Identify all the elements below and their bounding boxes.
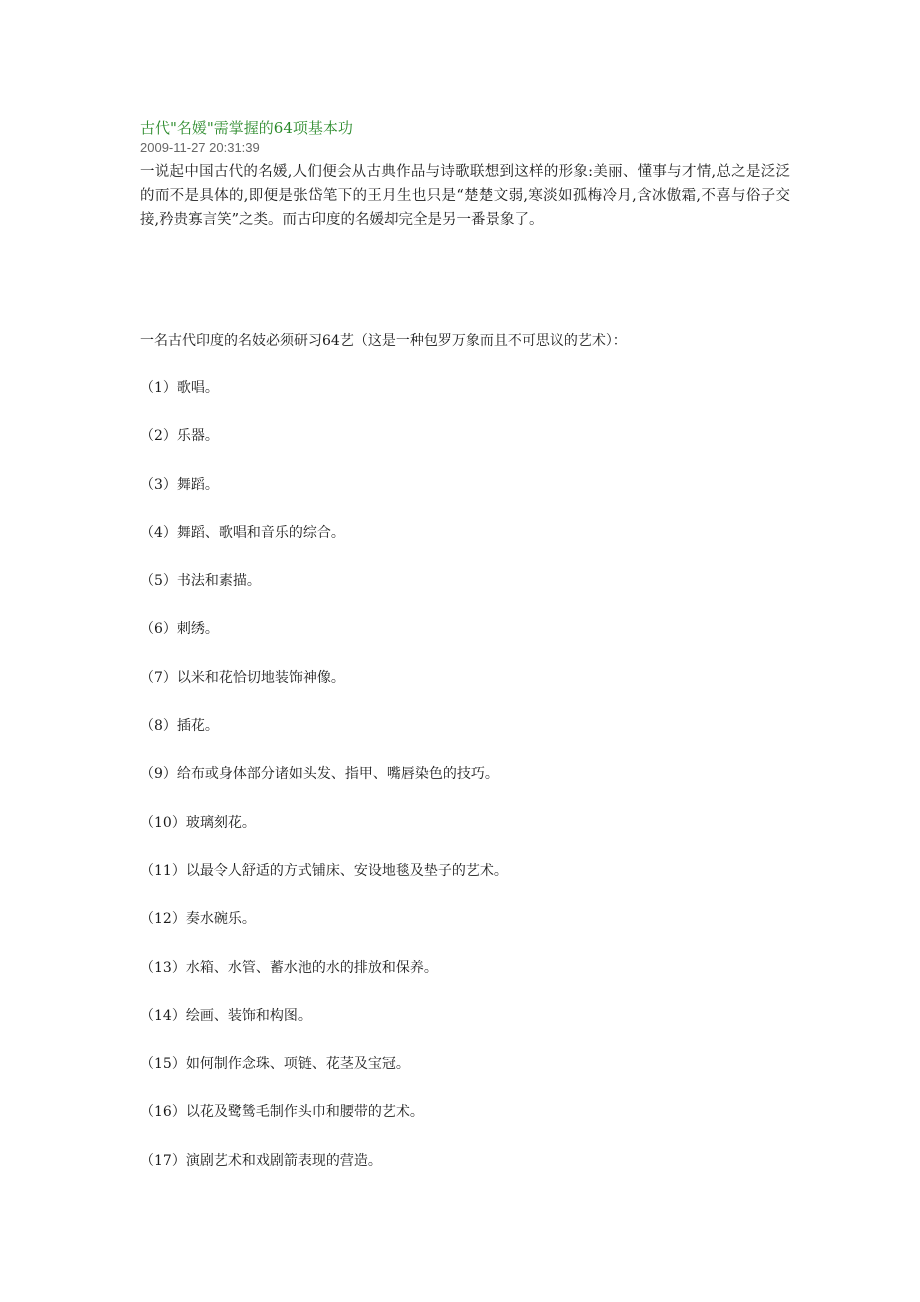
list-item: （4）舞蹈、歌唱和音乐的综合。 xyxy=(140,524,345,541)
list-item: （13）水箱、水管、蓄水池的水的排放和保养。 xyxy=(140,959,438,976)
list-item: （8）插花。 xyxy=(140,718,219,735)
list-item: （16）以花及鹭鸶毛制作头巾和腰带的艺术。 xyxy=(140,1104,424,1121)
list-item: （11）以最令人舒适的方式铺床、安设地毯及垫子的艺术。 xyxy=(140,862,508,879)
intro-paragraph: 一说起中国古代的名媛,人们便会从古典作品与诗歌联想到这样的形象:美丽、懂事与才情,总之是泛泛的而不是具体的,即便是张岱笔下的王月生也只是“楚楚文弱,寒淡如孤梅冷月,含冰傲霜,不喜与俗子交接,矜贵寡言笑”之类。而古印度的名媛却完全是另一番景象了。 xyxy=(140,164,790,228)
article-title: 古代"名媛"需掌握的64项基本功 xyxy=(140,119,353,137)
list-lead-sentence: 一名古代印度的名妓必须研习64艺（这是一种包罗万象而且不可思议的艺术）： xyxy=(140,333,627,349)
list-item: （2）乐器。 xyxy=(140,428,219,445)
list-item: （9）给布或身体部分诸如头发、指甲、嘴唇染色的技巧。 xyxy=(140,766,499,783)
list-item: （5）书法和素描。 xyxy=(140,573,261,590)
article-date: 2009-11-27 20:31:39 xyxy=(140,140,260,155)
list-item: （12）奏水碗乐。 xyxy=(140,911,256,928)
list-item: （15）如何制作念珠、项链、花茎及宝冠。 xyxy=(140,1056,410,1073)
list-item: （14）绘画、装饰和构图。 xyxy=(140,1007,312,1024)
list-item: （1）歌唱。 xyxy=(140,380,219,396)
list-item: （17）演剧艺术和戏剧箭表现的营造。 xyxy=(140,1152,382,1169)
list-item: （3）舞蹈。 xyxy=(140,476,219,493)
list-item: （6）刺绣。 xyxy=(140,621,219,638)
list-item: （10）玻璃刻花。 xyxy=(140,814,256,831)
list-item: （7）以米和花恰切地装饰神像。 xyxy=(140,669,345,686)
arts-list xyxy=(140,378,508,1199)
